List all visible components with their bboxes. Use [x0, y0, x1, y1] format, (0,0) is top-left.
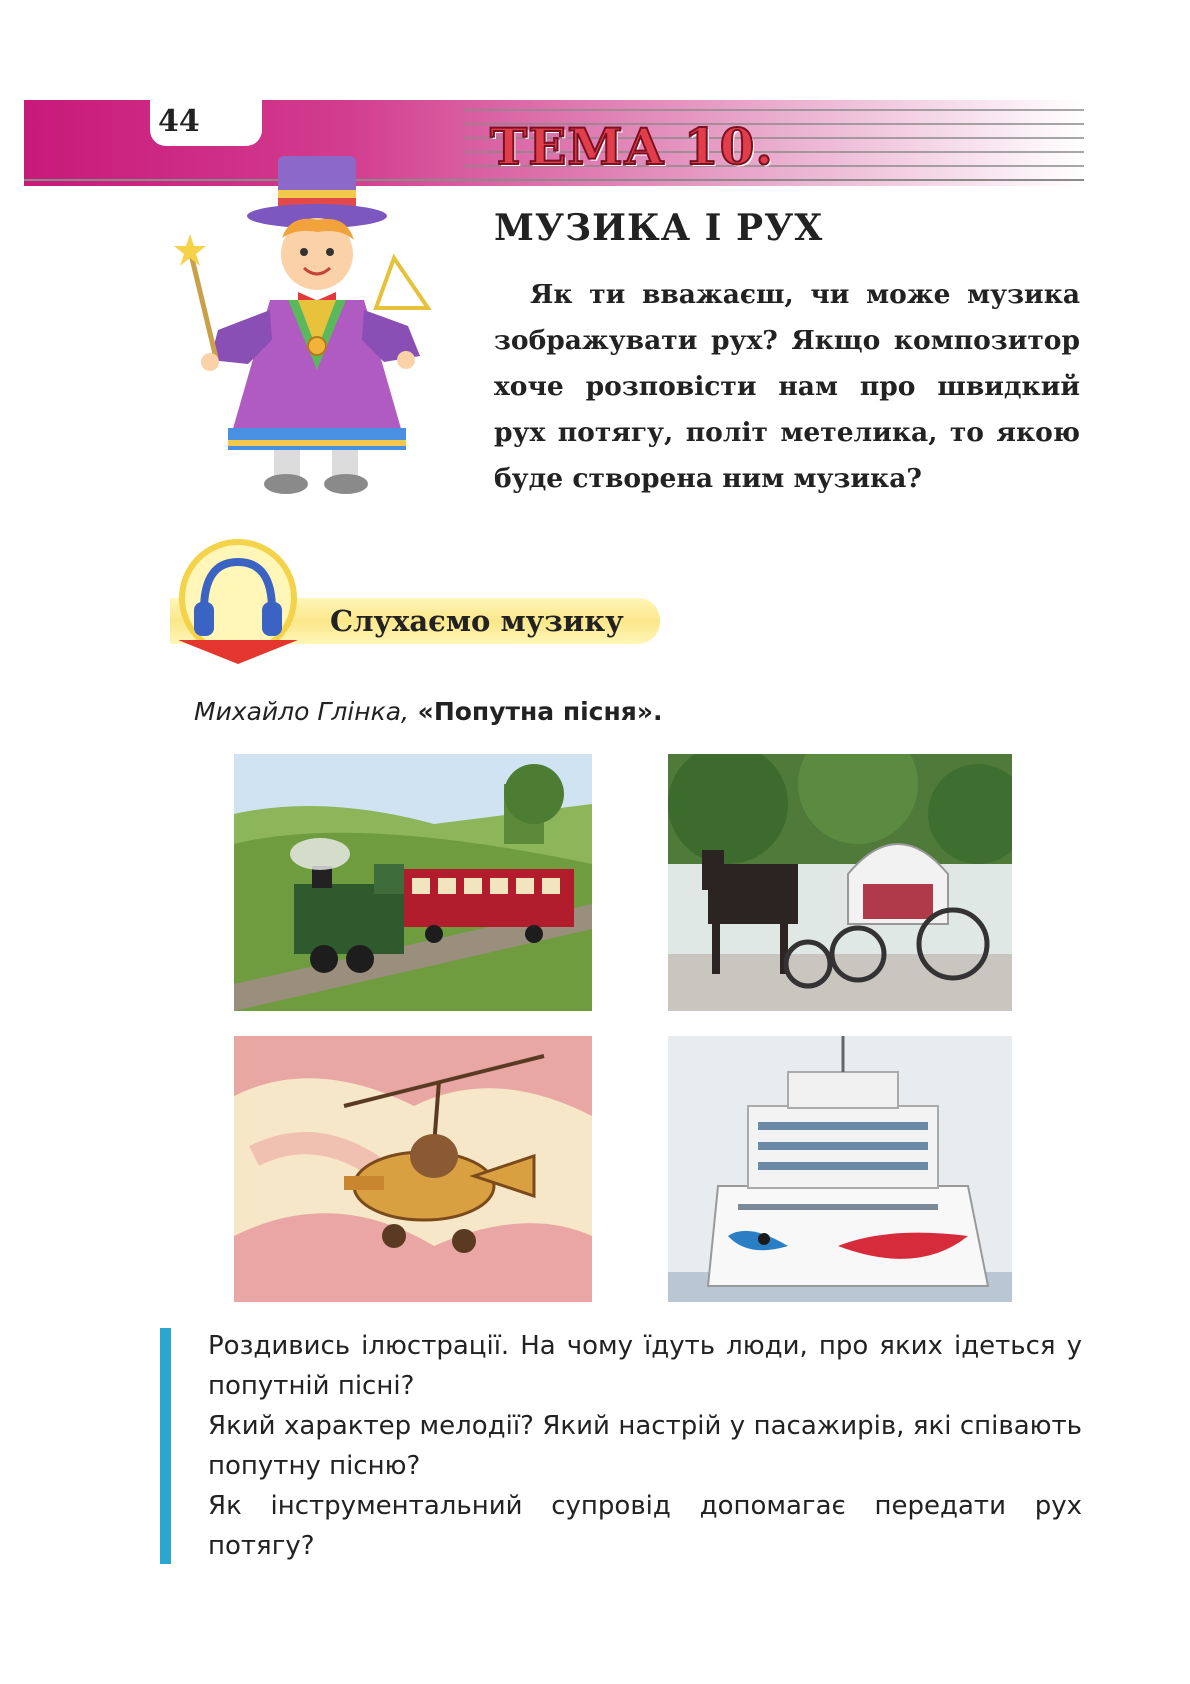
lesson-title: МУЗИКА І РУХ — [494, 207, 824, 249]
cruise-ship-photo — [668, 1036, 1012, 1302]
headphones-icon — [168, 532, 308, 672]
autogyro-cartoon — [234, 1036, 592, 1302]
page-number: 44 — [158, 104, 200, 139]
question-3: Як інструментальний супровід допомагає передати рух потягу? — [208, 1491, 1082, 1561]
horse-carriage-photo — [668, 754, 1012, 1011]
work-title: «Попутна пісня». — [408, 697, 663, 726]
section-label: Слухаємо музику — [330, 604, 624, 638]
work-line — [194, 692, 894, 732]
question-2: Який характер мелодії? Який настрій у пасажирів, які співають попутну пісню? — [208, 1411, 1082, 1481]
composer-name: Михайло Глінка, — [194, 697, 409, 726]
questions — [208, 1326, 1082, 1576]
steam-train-photo — [234, 754, 592, 1011]
topic-title: ТЕМА 10. — [490, 117, 774, 176]
boy-with-triangle-illustration — [170, 150, 470, 510]
intro-text: Як ти вважаєш, чи може музика зображувати рух? Якщо композитор хоче розповісти нам про швидкий рух потягу, політ метелика, то якою буде створена ним музика? — [494, 279, 1080, 494]
question-1: Роздивись ілюстрації. На чому їдуть люди, про яких ідеться у попутній пісні? — [208, 1331, 1082, 1401]
questions-bar — [160, 1328, 171, 1564]
